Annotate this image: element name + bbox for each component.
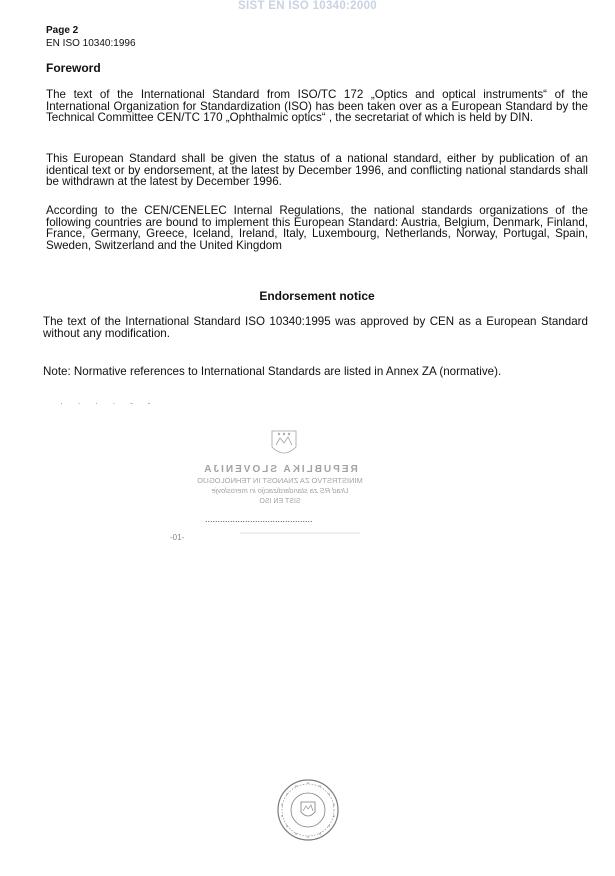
stamp-dotted-line: ........................................... <box>205 514 313 524</box>
scan-specks: · · · · - - <box>60 398 157 408</box>
watermark: SIST EN ISO 10340:2000 <box>238 0 377 12</box>
round-seal-icon <box>276 778 340 842</box>
foreword-paragraph-3: According to the CEN/CENELEC Internal Regulations, the national standards organizations of the following countries are bound to implement this European Standard: Austria, Belgium, Denmark, Finland, France, Germany, Greece, Iceland, Ireland, Italy, Luxembourg, Netherlands, Norway, Portugal, Spain, Sweden, Switzerland and the United Kingdom <box>46 204 588 252</box>
foreword-paragraph-2: This European Standard shall be given the status of a national standard, either by publication of an identical text or by endorsement, at the latest by December 1996, and conflicting national standards shall be withdrawn at the latest by December 1996. <box>46 152 588 188</box>
stamp-line-1: REPUBLIKA SLOVENIJA <box>202 464 358 475</box>
stamp-side-mark: -01- <box>170 533 185 542</box>
stamp-line-3: Urad RS za standardizacijo in meroslovje <box>211 486 349 495</box>
stamp-line-4: SIST EN ISO <box>259 498 301 505</box>
foreword-heading: Foreword <box>46 61 101 75</box>
standard-reference: EN ISO 10340:1996 <box>46 38 136 49</box>
endorsement-text: The text of the International Standard ISO 10340:1995 was approved by CEN as a European Standard without any modification. <box>43 315 588 340</box>
foreword-paragraph-1: The text of the International Standard from ISO/TC 172 „Optics and optical instruments“ of the International Organization for Standardization (ISO) has been taken over as a European Standard by the Technical Committee CEN/TC 170 „Ophthalmic optics“ , the secretariat of which is held by DIN. <box>46 88 588 124</box>
stamp-line-2: MINISTRSTVO ZA ZNANOST IN TEHNOLOGIJO <box>197 476 363 485</box>
endorsement-heading: Endorsement notice <box>259 289 375 303</box>
official-stamp <box>160 425 400 555</box>
normative-note: Note: Normative references to International Standards are listed in Annex ZA (normative). <box>43 365 502 378</box>
coat-of-arms-icon <box>272 431 296 453</box>
page-number: Page 2 <box>46 25 79 36</box>
